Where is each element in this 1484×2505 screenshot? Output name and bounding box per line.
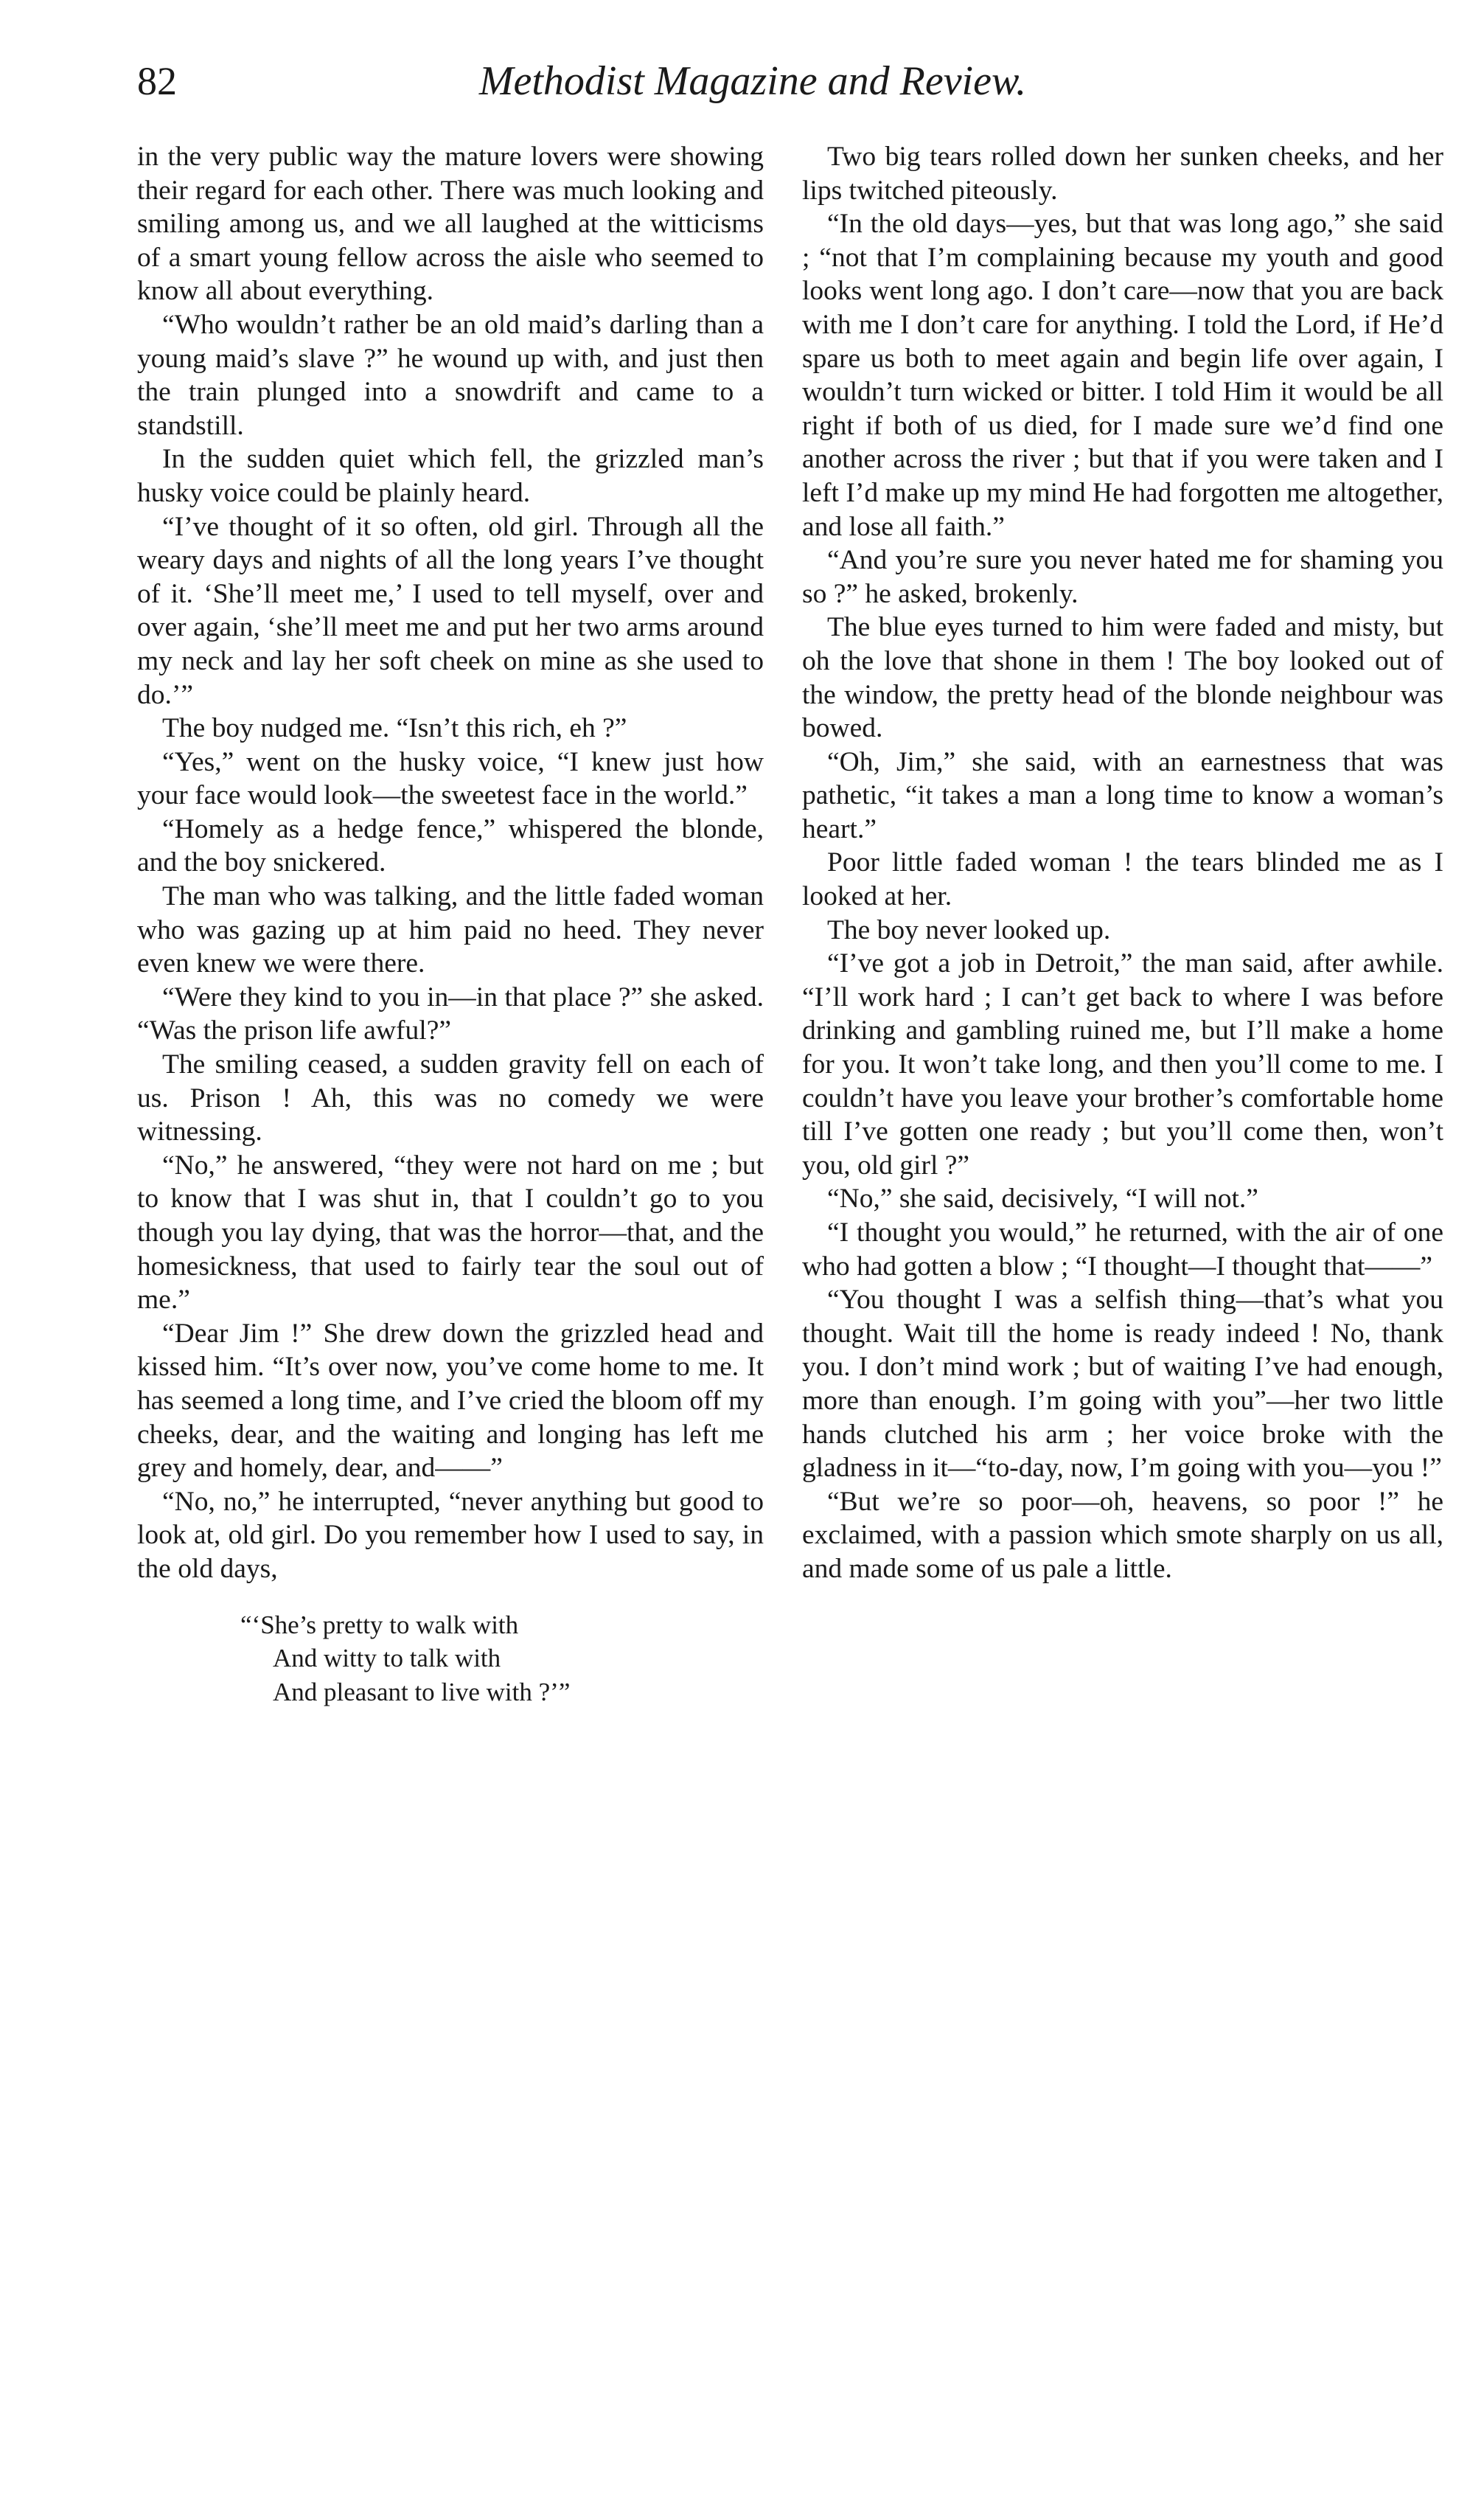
page-number: 82 <box>137 59 177 103</box>
paragraph: “Who wouldn’t rather be an old maid’s darling than a young maid’s slave ?” he wound up with, and just then the train plunged into a snowdrift and came to a standstill. <box>137 309 764 441</box>
paragraph: “But we’re so poor—oh, heavens, so poor !” he exclaimed, with a passion which smote sharply on us all, and made some of us pale a little. <box>802 1486 1443 1584</box>
paragraph: “No,” she said, decisively, “I will not.” <box>827 1184 1258 1215</box>
paragraph: The man who was talking, and the little faded woman who was gazing up at him paid no heed. They never even knew we were there. <box>137 881 764 979</box>
paragraph: “Dear Jim !” She drew down the grizzled head and kissed him. “It’s over now, you’ve come home to me. It has seemed a long time, and I’ve cried the bloom off my cheeks, dear, and the waiting and longing has left me grey and homely, dear, and——” <box>137 1318 764 1484</box>
verse-line: And witty to talk with <box>273 1644 501 1673</box>
paragraph: “And you’re sure you never hated me for shaming you so ?” he asked, brokenly. <box>802 545 1443 609</box>
paragraph: The boy never looked up. <box>827 914 1111 945</box>
page-header <box>137 52 1368 111</box>
paragraph: “Oh, Jim,” she said, with an earnestness that was pathetic, “it takes a man a long time to know a woman’s heart.” <box>802 746 1443 844</box>
paragraph: “Homely as a hedge fence,” whispered the blonde, and the boy snickered. <box>137 813 764 878</box>
paragraph: The blue eyes turned to him were faded and misty, but oh the love that shone in them ! The boy looked out of the window, the pretty head of the blonde neighbour was bowed. <box>802 612 1443 744</box>
paragraph: “Were they kind to you in—in that place ?” she asked. “Was the prison life awful?” <box>137 981 764 1046</box>
paragraph: In the sudden quiet which fell, the grizzled man’s husky voice could be plainly heard. <box>137 444 764 508</box>
paragraph: in the very public way the mature lovers were showing their regard for each other. There was much looking and smiling among us, and we all laughed at the witticisms of a smart young fellow across the aisle who seemed to know all about everything. <box>137 142 764 307</box>
paragraph: “You thought I was a selfish thing—that’s what you thought. Wait till the home is ready indeed ! No, thank you. I don’t mind work ; but of waiting I’ve had enough, more than enough. I’m going with you”—her two little hands clutched his arm ; her voice broke with the gladness in it—“to-day, now, I’m going with you—you !” <box>802 1285 1443 1484</box>
right-column <box>802 140 1443 1586</box>
running-title: Methodist Magazine and Review. <box>478 58 1027 104</box>
paragraph: Poor little faded woman ! the tears blinded me as I looked at her. <box>802 847 1443 912</box>
paragraph: The smiling ceased, a sudden gravity fell on each of us. Prison ! Ah, this was no comedy we were witnessing. <box>137 1049 764 1147</box>
paragraph: “No, no,” he interrupted, “never anything but good to look at, old girl. Do you remember how I used to say, in the old days, <box>137 1486 764 1584</box>
verse-quote <box>240 1608 764 1709</box>
paragraph: “No,” he answered, “they were not hard on me ; but to know that I was shut in, that I couldn’t go to you though you lay dying, that was the horror—that, and the homesickness, that used to fairly tear the soul out of me.” <box>137 1150 764 1316</box>
verse-line: And pleasant to live with ?’” <box>273 1677 571 1706</box>
verse-line: “‘She’s pretty to walk with <box>240 1610 519 1639</box>
paragraph: “I thought you would,” he returned, with the air of one who had gotten a blow ; “I thought—I thought that——” <box>802 1217 1443 1282</box>
paragraph: “I’ve got a job in Detroit,” the man said, after awhile. “I’ll work hard ; I can’t get back to where I was before drinking and gambling ruined me, but I’ll make a home for you. It won’t take long, and then you’ll come to me. I couldn’t have you leave your brother’s comfortable home till I’ve gotten one ready ; but you’ll come then, won’t you, old girl ?” <box>802 948 1443 1181</box>
left-column <box>137 140 764 1709</box>
paragraph: Two big tears rolled down her sunken cheeks, and her lips twitched piteously. <box>802 142 1443 206</box>
paragraph: “In the old days—yes, but that was long ago,” she said ; “not that I’m complaining because my youth and good looks went long ago. I don’t care—now that you are back with me I don’t care for anything. I told the Lord, if He’d spare us both to meet again and begin life over again, I wouldn’t turn wicked or bitter. I told Him it would be all right if both of us died, for I made sure we’d find one another across the river ; but that if you were taken and I left I’d make up my mind He had forgotten me altogether, and lose all faith.” <box>802 209 1443 542</box>
paragraph: “Yes,” went on the husky voice, “I knew just how your face would look—the sweetest face in the world.” <box>137 746 764 811</box>
paragraph: The boy nudged me. “Isn’t this rich, eh ?” <box>162 713 627 744</box>
paragraph: “I’ve thought of it so often, old girl. Through all the weary days and nights of all the long years I’ve thought of it. ‘She’ll meet me,’ I used to tell myself, over and over again, ‘she’ll meet me and put her two arms around my neck and lay her soft cheek on mine as she used to do.’” <box>137 511 764 710</box>
